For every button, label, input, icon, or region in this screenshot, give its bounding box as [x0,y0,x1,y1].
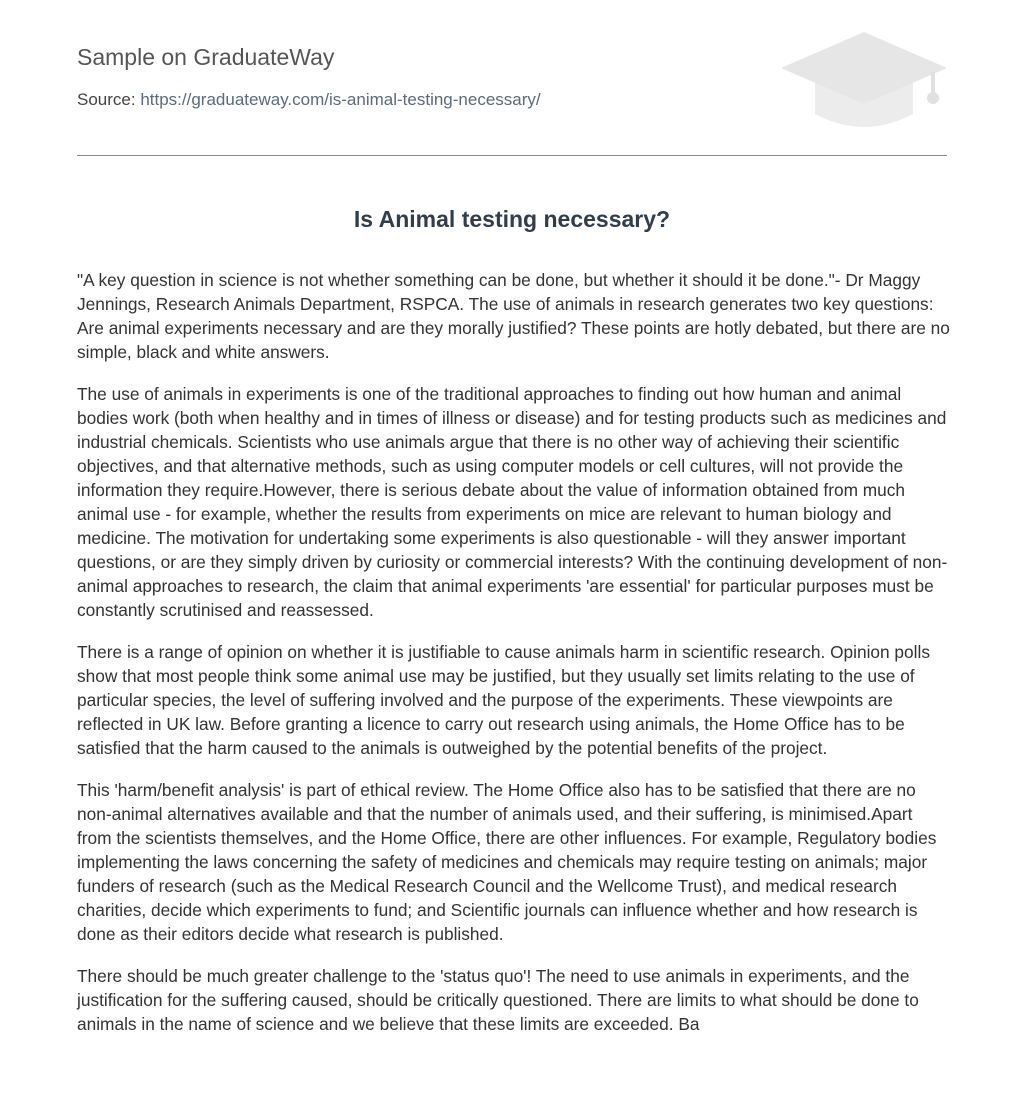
source-label: Source: [77,90,136,109]
header-divider [77,155,947,156]
source-line [77,90,541,110]
graduation-cap-icon [781,32,947,132]
paragraph-2: The use of animals in experiments is one of the traditional approaches to finding out how human and animal bodies work (both when healthy and in times of illness or disease) and for testing products such as medicines and industrial chemicals. Scientists who use animals argue that there is no other way of achieving their scientific objectives, and that alternative methods, such as using computer models or cell cultures, will not provide the information they require.However, there is serious debate about the value of information obtained from much animal use - for example, whether the results from experiments on mice are relevant to human biology and medicine. The motivation for undertaking some experiments is also questionable - will they answer important questions, or are they simply driven by curiosity or commercial interests? With the continuing development of non-animal approaches to research, the claim that animal experiments 'are essential' for particular purposes must be constantly scrutinised and reassessed. [77,384,948,620]
document-title: Is Animal testing necessary? [353,206,671,232]
source-link[interactable]: https://graduateway.com/is-animal-testing-necessary/ [140,90,541,109]
page-header [77,0,947,156]
paragraph-5: There should be much greater challenge to the 'status quo'! The need to use animals in experiments, and the justification for the suffering caused, should be critically questioned. There are limits to what should be done to animals in the name of science and we believe that these limits are exceeded. Ba [77,966,919,1034]
paragraph-1: "A key question in science is not whether something can be done, but whether it should it be done."- Dr Maggy Jennings, Research Animals Department, RSPCA. The use of animals in research generates two key questions: Are animal experiments necessary and are they morally justified? These points are hotly debated, but there are no simple, black and white answers. [77,270,950,362]
document-body [77,268,951,1054]
paragraph-4: This 'harm/benefit analysis' is part of ethical review. The Home Office also has to be satisfied that there are no non-animal alternatives available and that the number of animals used, and their suffering, is minimised.Apart from the scientists themselves, and the Home Office, there are other influences. For example, Regulatory bodies implementing the laws concerning the safety of medicines and chemicals may require testing on animals; major funders of research (such as the Medical Research Council and the Wellcome Trust), and medical research charities, decide which experiments to fund; and Scientific journals can influence whether and how research is done as their editors decide what research is published. [77,780,937,944]
paragraph-3: There is a range of opinion on whether it is justifiable to cause animals harm in scientific research. Opinion polls show that most people think some animal use may be justified, but they usually set limits relating to the use of particular species, the level of suffering involved and the purpose of the experiments. These viewpoints are reflected in UK law. Before granting a licence to carry out research using animals, the Home Office has to be satisfied that the harm caused to the animals is outweighed by the potential benefits of the project. [77,642,930,758]
site-title: Sample on GraduateWay [77,44,335,70]
